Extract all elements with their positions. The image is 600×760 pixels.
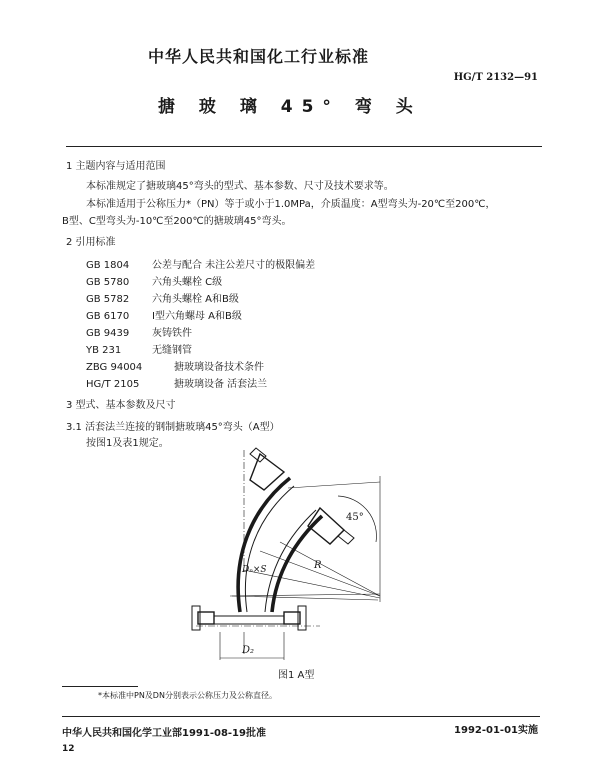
radius-line <box>230 594 380 596</box>
figure-caption: 图1 A型 <box>278 670 315 681</box>
reference-code: GB 5780 <box>86 277 130 288</box>
document-title: 搪 玻 璃 45° 弯 头 <box>158 97 422 117</box>
d2-label: D₂ <box>242 645 255 656</box>
elbow-outer-lining <box>245 486 294 612</box>
title-divider <box>66 146 542 147</box>
radius-line <box>232 596 378 600</box>
approval-text: 中华人民共和国化学工业部1991-08-19批准 <box>62 728 266 739</box>
reference-title: I型六角螺母 A和B级 <box>152 311 242 322</box>
implementation-date: 1992-01-01实施 <box>454 725 538 736</box>
reference-item <box>86 344 192 358</box>
bolt-head <box>250 448 266 462</box>
radius-label: R <box>314 560 322 571</box>
section-3-1-text: 按图1及表1规定。 <box>86 438 169 449</box>
section-2-heading: 2 引用标准 <box>66 237 116 248</box>
reference-item <box>86 327 192 341</box>
dn-label: Dₙ×S <box>242 565 267 575</box>
reference-title: 公差与配合 未注公差尺寸的极限偏差 <box>152 260 316 271</box>
elbow-drawing <box>180 446 420 662</box>
section-1-paragraph-2: 本标准适用于公称压力*（PN）等于或小于1.0MPa，介质温度：A型弯头为-20℃至200℃， <box>86 199 496 210</box>
footer-divider <box>62 716 540 717</box>
section-1-paragraph-2-cont: B型、C型弯头为-10℃至200℃的搪玻璃45°弯头。 <box>62 216 292 227</box>
reference-title: 六角头螺栓 A和B级 <box>152 294 239 305</box>
reference-title: 六角头螺栓 C级 <box>152 277 223 288</box>
reference-item <box>86 378 267 392</box>
bolt-head <box>338 530 354 544</box>
angle-label: 45° <box>346 512 364 523</box>
reference-code: GB 1804 <box>86 260 130 271</box>
section-3-heading: 3 型式、基本参数及尺寸 <box>66 400 176 411</box>
footnote-divider <box>62 686 138 687</box>
flange-ring <box>214 616 284 624</box>
radius-line <box>260 551 380 596</box>
reference-code: GB 9439 <box>86 328 130 339</box>
page-number: 12 <box>62 744 75 754</box>
section-1-heading: 1 主题内容与适用范围 <box>66 161 166 172</box>
reference-title: 搪玻璃设备技术条件 <box>174 362 264 373</box>
reference-code: YB 231 <box>86 345 122 356</box>
issuing-organization: 中华人民共和国化工行业标准 <box>148 47 370 66</box>
bolt-head <box>298 606 306 630</box>
reference-item <box>86 361 264 375</box>
reference-code: HG/T 2105 <box>86 379 140 390</box>
reference-code: GB 6170 <box>86 311 130 322</box>
reference-code: ZBG 94004 <box>86 362 143 373</box>
section-3-1-heading: 3.1 活套法兰连接的钢制搪玻璃45°弯头（A型） <box>66 422 280 433</box>
reference-item <box>86 310 242 324</box>
reference-item <box>86 276 222 290</box>
upper-flange <box>250 454 284 490</box>
section-1-paragraph-1: 本标准规定了搪玻璃45°弯头的型式、基本参数、尺寸及技术要求等。 <box>86 181 394 192</box>
reference-title: 搪玻璃设备 活套法兰 <box>174 379 268 390</box>
standard-code: HG/T 2132—91 <box>453 72 538 83</box>
reference-item <box>86 293 239 307</box>
reference-title: 灰铸铁件 <box>152 328 192 339</box>
reference-code: GB 5782 <box>86 294 130 305</box>
bolt-head <box>192 606 200 630</box>
elbow-outer-wall <box>238 478 290 612</box>
extension-line <box>288 482 380 488</box>
reference-title: 无缝钢管 <box>152 345 192 356</box>
footnote: *本标准中PN及DN分别表示公称压力及公称直径。 <box>98 691 277 700</box>
reference-item <box>86 259 315 273</box>
